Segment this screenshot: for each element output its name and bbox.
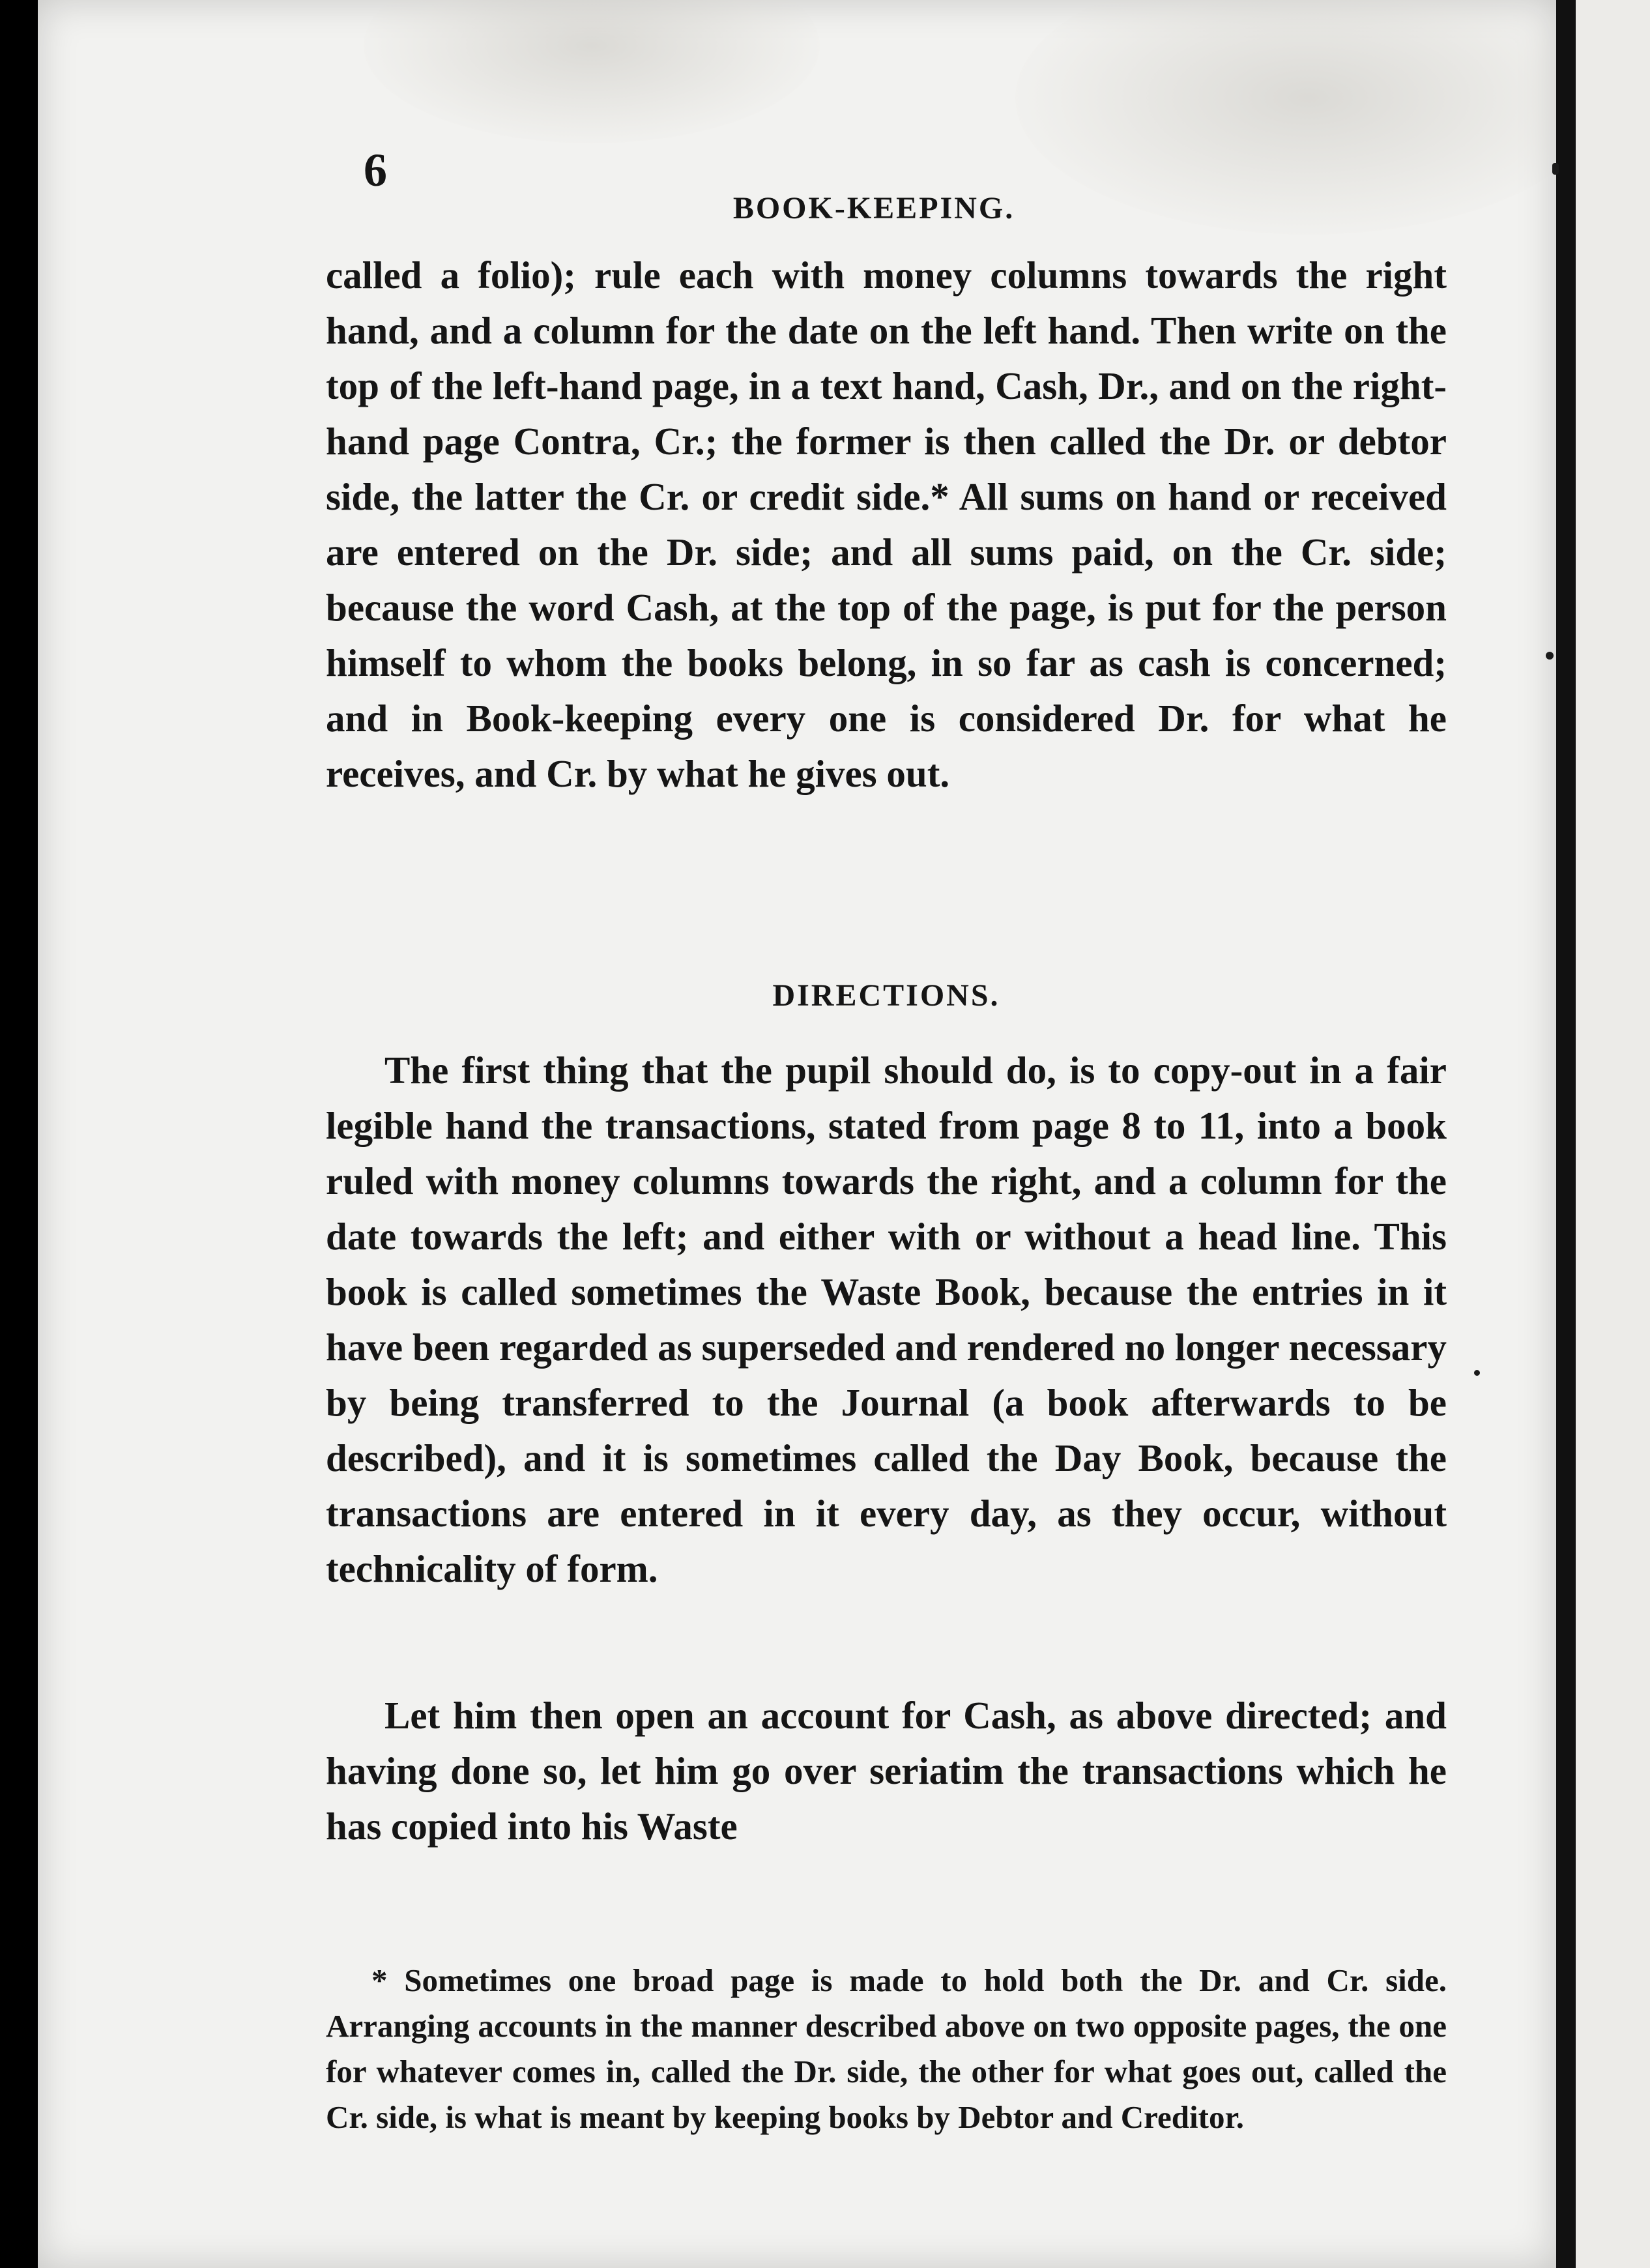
body-paragraph: The first thing that the pupil should do, is to copy-out in a fair legible hand the transactions, stated from page 8 to 11, into a book ruled with money columns towards the right, and a column for the date towards the left; and either with or without a head line. This book is called sometimes the Waste Book, because the entries in it have been regarded as superseded and rendered no longer necessary by being transferred to the Journal (a book afterwards to be described), and it is sometimes called the Day Book, because the transactions are entered in it every day, as they occur, without technicality of form. (326, 1049, 1447, 1590)
speck (1552, 163, 1559, 175)
speck (1546, 652, 1554, 660)
next-page-edge (1576, 0, 1650, 2268)
section-heading: DIRECTIONS. (772, 978, 1000, 1013)
body-paragraph: called a folio); rule each with money columns towards the right hand, and a column for the date on the left hand. Then write on the top of the left-hand page, in a text hand, Cash, Dr., and on the right-hand page Contra, Cr.; the former is then called the Dr. or debtor side, the latter the Cr. or credit side.* All sums on hand or received are entered on the Dr. side; and all sums paid, on the Cr. side; because the word Cash, at the top of the page, is put for the person himself to whom the books belong, in so far as cash is concerned; and in Book-keeping every one is considered Dr. for what he receives, and Cr. by what he gives out. (326, 254, 1447, 795)
page-number: 6 (364, 144, 387, 196)
body-paragraph: Let him then open an account for Cash, as above directed; and having done so, let him go over seriatim the transactions which he has copied into his Waste (326, 1694, 1447, 1848)
page-gutter (1556, 0, 1576, 2268)
footnote: * Sometimes one broad page is made to hold both the Dr. and Cr. side. Arranging accounts in the manner described above on two opposite pages, the one for whatever comes in, called the Dr. side, the other for what goes out, called the Cr. side, is what is meant by keeping books by Debtor and Creditor. (326, 1962, 1447, 2135)
running-head: BOOK-KEEPING. (732, 191, 1015, 225)
water-stain (364, 0, 820, 143)
speck (1474, 1370, 1480, 1376)
